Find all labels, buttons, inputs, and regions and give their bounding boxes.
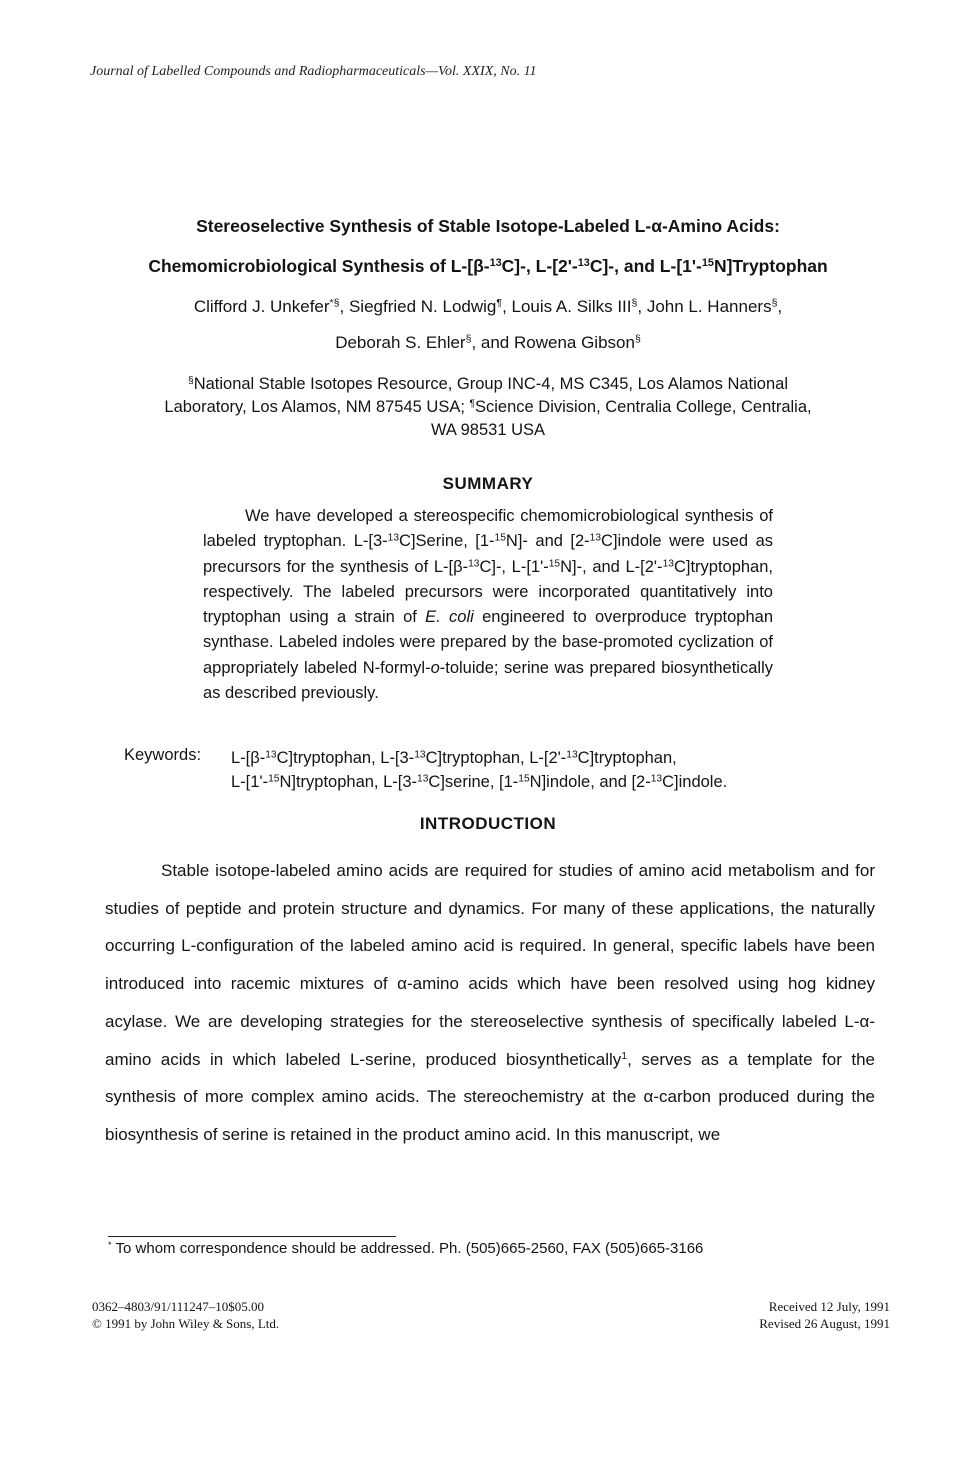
authors-line-1: Clifford J. Unkefer*§, Siegfried N. Lodwig¶, Louis A. Silks III§, John L. Hanners§, [193,297,783,316]
keywords-label: Keywords: [124,746,202,764]
publication-info [92,1298,279,1332]
title-line-2: Chemomicrobiological Synthesis of L-[β-$^{13}$C]-, L-[2'-$^{13}$C]-, and L-[1'-$^{15}$N]Tryptophan [148,256,828,276]
affiliation: §National Stable Isotopes Resource, Group INC-4, MS C345, Los Alamos National Laboratory, Los Alamos, NM 87545 USA; ¶Science Division, Centralia College, Centralia, WA 98531 USA [164,375,812,439]
received-dates [759,1298,890,1332]
revised-date: Revised 26 August, 1991 [759,1316,890,1331]
title-line-1: Stereoselective Synthesis of Stable Isotope-Labeled L-α-Amino Acids: [196,216,780,236]
issn-code: 0362–4803/91/111247–10$05.00 [92,1299,265,1314]
footnote: * To whom correspondence should be addressed. Ph. (505)665-2560, FAX (505)665-3166 [108,1239,704,1257]
introduction-heading: INTRODUCTION [419,814,557,833]
received-date: Received 12 July, 1991 [768,1299,890,1314]
summary-heading: SUMMARY [442,474,534,493]
keywords-list: L-[β-$^{13}$C]tryptophan, L-[3-$^{13}$C]tryptophan, L-[2'-$^{13}$C]tryptophan, L-[1'-$^{15}$N]tryptophan, L-[3-$^{13}$C]serine, [1-$^{15}$N]indole, and [2-$^{13}$C]indole. [231,749,728,791]
copyright: © 1991 by John Wiley & Sons, Ltd. [92,1316,280,1331]
journal-header: Journal of Labelled Compounds and Radiopharmaceuticals—Vol. XXIX, No. 11 [90,64,537,79]
summary-abstract: We have developed a stereospecific chemomicrobiological synthesis of labeled tryptophan. L-[3-$^{13}$C]Serine, [1-$^{15}$N]- and [2-$^{13}$C]indole were used as precursors for the synthesis of L-[β-$^{13}$C]-, L-[1'-$^{15}$N]-, and L-[2'-$^{13}$C]tryptophan, respectively. The labeled precursors were incorporated quantitatively into tryptophan using a strain of E. coli engineered to overproduce tryptophan synthase. Labeled indoles were prepared by the base-promoted cyclization of appropriately labeled N-formyl-o-toluide; serine was prepared biosynthetically as described previously. [203,507,773,703]
authors-line-2: Deborah S. Ehler§, and Rowena Gibson§ [335,333,641,352]
introduction-body: Stable isotope-labeled amino acids are required for studies of amino acid metabolism and for studies of peptide and protein structure and dynamics. For many of these applications, the naturally occurring L-configuration of the labeled amino acid is required. In general, specific labels have been introduced into racemic mixtures of α-amino acids which have been resolved using hog kidney acylase. We are developing strategies for the stereoselective synthesis of specifically labeled L-α-amino acids in which labeled L-serine, produced biosynthetically$^1$, serves as a template for the synthesis of more complex amino acids. The stereochemistry at the α-carbon produced during the biosynthesis of serine is retained in the product amino acid. In this manuscript, we [105,861,876,1144]
footnote-divider [108,1236,396,1237]
